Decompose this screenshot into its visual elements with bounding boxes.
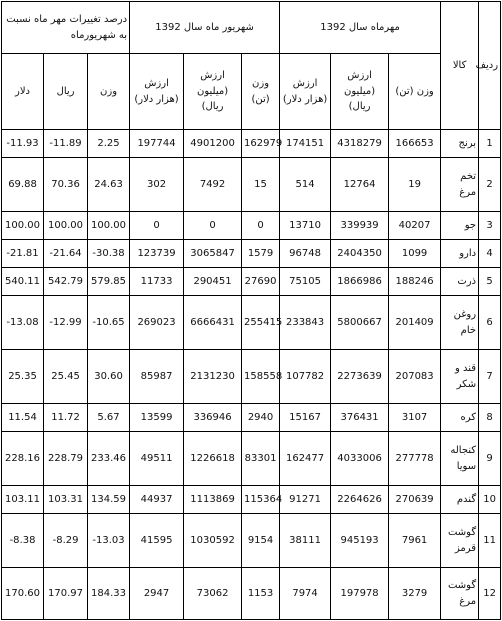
mehr-weight-cell: 3107 — [389, 404, 441, 432]
mehr-weight-cell: 277778 — [389, 432, 441, 486]
percent-dollar-cell: -11.93 — [2, 130, 44, 158]
percent-rial-cell: 100.00 — [44, 212, 88, 240]
percent-dollar-cell: 25.35 — [2, 350, 44, 404]
row-number-cell: 9 — [479, 432, 501, 486]
header-shahrivar-value-dollar: ارزش (هزار دلار) — [130, 54, 184, 130]
mehr-weight-cell: 3279 — [389, 568, 441, 620]
header-group-percent-change: درصد تغییرات مهر ماه نسبت به شهریورماه — [2, 2, 130, 54]
percent-dollar-cell: -13.08 — [2, 296, 44, 350]
shahrivar-value-rial-cell: 290451 — [184, 268, 242, 296]
header-group-shahrivar: شهریور ماه سال 1392 — [130, 2, 280, 54]
percent-rial-cell: -8.29 — [44, 514, 88, 568]
shahrivar-value-dollar-cell: 85987 — [130, 350, 184, 404]
percent-rial-cell: 25.45 — [44, 350, 88, 404]
header-shahrivar-weight: وزن (تن) — [242, 54, 280, 130]
shahrivar-value-rial-cell: 1226618 — [184, 432, 242, 486]
mehr-weight-cell: 40207 — [389, 212, 441, 240]
percent-dollar-cell: -8.38 — [2, 514, 44, 568]
mehr-value-dollar-cell: 38111 — [280, 514, 331, 568]
percent-weight-cell: 184.33 — [88, 568, 130, 620]
percent-weight-cell: 5.67 — [88, 404, 130, 432]
percent-rial-cell: 228.79 — [44, 432, 88, 486]
percent-weight-cell: 2.25 — [88, 130, 130, 158]
percent-weight-cell: 30.60 — [88, 350, 130, 404]
mehr-value-dollar-cell: 174151 — [280, 130, 331, 158]
row-number-cell: 5 — [479, 268, 501, 296]
shahrivar-value-rial-cell: 7492 — [184, 158, 242, 212]
row-number-cell: 1 — [479, 130, 501, 158]
item-name-cell: کره — [441, 404, 479, 432]
mehr-weight-cell: 1099 — [389, 240, 441, 268]
shahrivar-value-rial-cell: 1113869 — [184, 486, 242, 514]
mehr-value-dollar-cell: 7974 — [280, 568, 331, 620]
shahrivar-value-dollar-cell: 0 — [130, 212, 184, 240]
row-number-cell: 11 — [479, 514, 501, 568]
shahrivar-value-rial-cell: 0 — [184, 212, 242, 240]
shahrivar-value-rial-cell: 6666431 — [184, 296, 242, 350]
shahrivar-value-rial-cell: 1030592 — [184, 514, 242, 568]
header-item: کالا — [441, 2, 479, 130]
shahrivar-weight-cell: 0 — [242, 212, 280, 240]
item-name-cell: گوشت قرمز — [441, 514, 479, 568]
table-row — [2, 486, 501, 514]
mehr-weight-cell: 7961 — [389, 514, 441, 568]
table-row — [2, 514, 501, 568]
percent-dollar-cell: 228.16 — [2, 432, 44, 486]
percent-weight-cell: -30.38 — [88, 240, 130, 268]
item-name-cell: قند و شکر — [441, 350, 479, 404]
mehr-weight-cell: 19 — [389, 158, 441, 212]
mehr-value-dollar-cell: 91271 — [280, 486, 331, 514]
shahrivar-value-rial-cell: 3065847 — [184, 240, 242, 268]
item-name-cell: دارو — [441, 240, 479, 268]
header-percent-dollar: دلار — [2, 54, 44, 130]
header-percent-rial: ریال — [44, 54, 88, 130]
row-number-cell: 4 — [479, 240, 501, 268]
shahrivar-weight-cell: 1153 — [242, 568, 280, 620]
table-row — [2, 268, 501, 296]
row-number-cell: 6 — [479, 296, 501, 350]
percent-weight-cell: 233.46 — [88, 432, 130, 486]
table-row — [2, 350, 501, 404]
mehr-value-dollar-cell: 96748 — [280, 240, 331, 268]
shahrivar-value-rial-cell: 336946 — [184, 404, 242, 432]
header-row-number: ردیف — [479, 2, 501, 130]
percent-rial-cell: 11.72 — [44, 404, 88, 432]
mehr-value-rial-cell: 2273639 — [331, 350, 389, 404]
row-number-cell: 2 — [479, 158, 501, 212]
shahrivar-weight-cell: 15 — [242, 158, 280, 212]
shahrivar-value-dollar-cell: 123739 — [130, 240, 184, 268]
percent-weight-cell: 134.59 — [88, 486, 130, 514]
shahrivar-weight-cell: 83301 — [242, 432, 280, 486]
shahrivar-value-dollar-cell: 13599 — [130, 404, 184, 432]
mehr-value-rial-cell: 376431 — [331, 404, 389, 432]
mehr-value-dollar-cell: 15167 — [280, 404, 331, 432]
mehr-weight-cell: 270639 — [389, 486, 441, 514]
shahrivar-value-rial-cell: 73062 — [184, 568, 242, 620]
mehr-value-rial-cell: 1866986 — [331, 268, 389, 296]
mehr-weight-cell: 207083 — [389, 350, 441, 404]
header-percent-weight: وزن — [88, 54, 130, 130]
item-name-cell: گندم — [441, 486, 479, 514]
table-row — [2, 158, 501, 212]
shahrivar-value-dollar-cell: 197744 — [130, 130, 184, 158]
header-group-mehr: مهرماه سال 1392 — [280, 2, 441, 54]
mehr-weight-cell: 188246 — [389, 268, 441, 296]
item-name-cell: برنج — [441, 130, 479, 158]
row-number-cell: 10 — [479, 486, 501, 514]
trade-table — [1, 1, 501, 620]
percent-weight-cell: 579.85 — [88, 268, 130, 296]
percent-dollar-cell: 69.88 — [2, 158, 44, 212]
shahrivar-value-dollar-cell: 44937 — [130, 486, 184, 514]
shahrivar-weight-cell: 158558 — [242, 350, 280, 404]
table-row — [2, 404, 501, 432]
percent-weight-cell: -10.65 — [88, 296, 130, 350]
item-name-cell: جو — [441, 212, 479, 240]
percent-dollar-cell: 100.00 — [2, 212, 44, 240]
table-row — [2, 296, 501, 350]
percent-dollar-cell: 170.60 — [2, 568, 44, 620]
shahrivar-value-dollar-cell: 302 — [130, 158, 184, 212]
shahrivar-value-rial-cell: 2131230 — [184, 350, 242, 404]
table-row — [2, 130, 501, 158]
header-row-2 — [2, 54, 501, 130]
table-body — [2, 2, 501, 620]
mehr-weight-cell: 166653 — [389, 130, 441, 158]
mehr-value-dollar-cell: 233843 — [280, 296, 331, 350]
percent-dollar-cell: 540.11 — [2, 268, 44, 296]
percent-rial-cell: 170.97 — [44, 568, 88, 620]
header-row-1 — [2, 2, 501, 54]
table-row — [2, 240, 501, 268]
mehr-value-dollar-cell: 13710 — [280, 212, 331, 240]
header-mehr-value-dollar: ارزش (هزار دلار) — [280, 54, 331, 130]
shahrivar-weight-cell: 2940 — [242, 404, 280, 432]
percent-dollar-cell: -21.81 — [2, 240, 44, 268]
percent-dollar-cell: 11.54 — [2, 404, 44, 432]
percent-rial-cell: -11.89 — [44, 130, 88, 158]
percent-weight-cell: 100.00 — [88, 212, 130, 240]
header-mehr-weight: وزن (تن) — [389, 54, 441, 130]
row-number-cell: 7 — [479, 350, 501, 404]
percent-rial-cell: -21.64 — [44, 240, 88, 268]
table-row — [2, 212, 501, 240]
shahrivar-weight-cell: 115364 — [242, 486, 280, 514]
mehr-value-rial-cell: 12764 — [331, 158, 389, 212]
item-name-cell: روغن خام — [441, 296, 479, 350]
item-name-cell: کنجاله سویا — [441, 432, 479, 486]
mehr-value-rial-cell: 4033006 — [331, 432, 389, 486]
percent-weight-cell: 24.63 — [88, 158, 130, 212]
header-mehr-value-rial: ارزش (میلیون ریال) — [331, 54, 389, 130]
row-number-cell: 3 — [479, 212, 501, 240]
mehr-value-dollar-cell: 75105 — [280, 268, 331, 296]
shahrivar-value-rial-cell: 4901200 — [184, 130, 242, 158]
shahrivar-weight-cell: 1579 — [242, 240, 280, 268]
percent-rial-cell: 70.36 — [44, 158, 88, 212]
table-row — [2, 568, 501, 620]
percent-weight-cell: -13.03 — [88, 514, 130, 568]
shahrivar-weight-cell: 9154 — [242, 514, 280, 568]
row-number-cell: 8 — [479, 404, 501, 432]
mehr-value-dollar-cell: 162477 — [280, 432, 331, 486]
percent-dollar-cell: 103.11 — [2, 486, 44, 514]
shahrivar-value-dollar-cell: 11733 — [130, 268, 184, 296]
mehr-value-rial-cell: 339939 — [331, 212, 389, 240]
shahrivar-value-dollar-cell: 49511 — [130, 432, 184, 486]
item-name-cell: گوشت مرغ — [441, 568, 479, 620]
table-row — [2, 432, 501, 486]
shahrivar-weight-cell: 255415 — [242, 296, 280, 350]
shahrivar-weight-cell: 27690 — [242, 268, 280, 296]
mehr-value-dollar-cell: 107782 — [280, 350, 331, 404]
header-shahrivar-value-rial: ارزش (میلیون ریال) — [184, 54, 242, 130]
mehr-value-rial-cell: 4318279 — [331, 130, 389, 158]
mehr-value-rial-cell: 5800667 — [331, 296, 389, 350]
shahrivar-weight-cell: 162979 — [242, 130, 280, 158]
shahrivar-value-dollar-cell: 2947 — [130, 568, 184, 620]
shahrivar-value-dollar-cell: 41595 — [130, 514, 184, 568]
row-number-cell: 12 — [479, 568, 501, 620]
mehr-value-rial-cell: 2404350 — [331, 240, 389, 268]
percent-rial-cell: 103.31 — [44, 486, 88, 514]
percent-rial-cell: 542.79 — [44, 268, 88, 296]
mehr-weight-cell: 201409 — [389, 296, 441, 350]
mehr-value-rial-cell: 945193 — [331, 514, 389, 568]
mehr-value-rial-cell: 197978 — [331, 568, 389, 620]
item-name-cell: تخم مرغ — [441, 158, 479, 212]
mehr-value-rial-cell: 2264626 — [331, 486, 389, 514]
shahrivar-value-dollar-cell: 269023 — [130, 296, 184, 350]
percent-rial-cell: -12.99 — [44, 296, 88, 350]
item-name-cell: ذرت — [441, 268, 479, 296]
mehr-value-dollar-cell: 514 — [280, 158, 331, 212]
